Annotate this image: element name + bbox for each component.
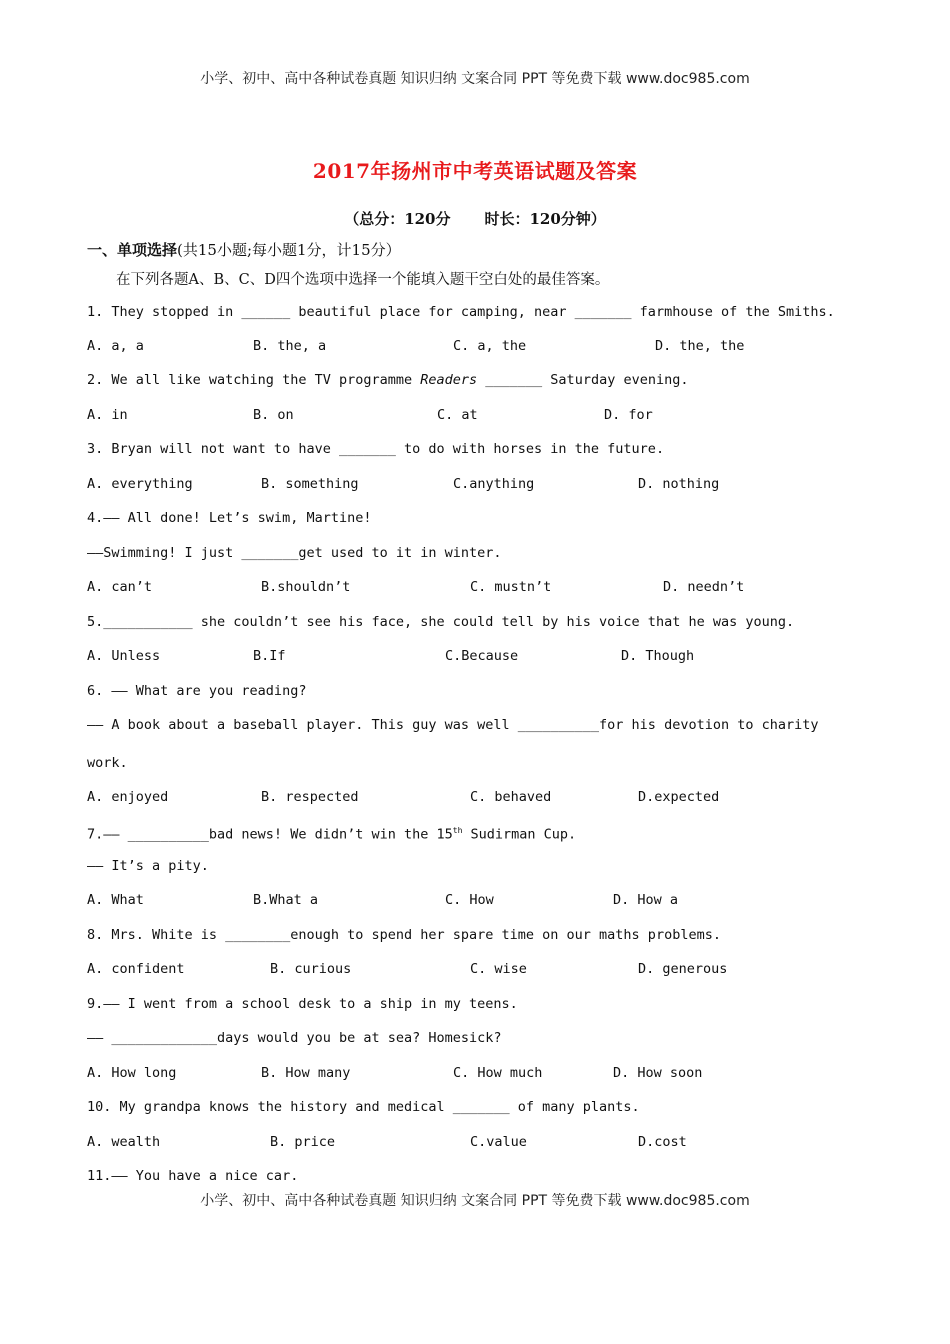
q7-stem-start: 7.—— __________bad news! We didn’t win the 15 [87, 826, 453, 843]
question-3: 3. Bryan will not want to have _______ to do with horses in the future. [87, 441, 665, 457]
question-9-line-2: —— _____________days would you be at sea? Homesick? [87, 1030, 502, 1046]
q10-option-a: A. wealth [87, 1134, 161, 1150]
q3-option-c: C.anything [453, 476, 535, 492]
q5-option-c: C.Because [445, 648, 519, 664]
q9-option-b: B. How many [261, 1065, 351, 1081]
question-6-line-3: work. [87, 755, 128, 771]
q1-option-a: A. a, a [87, 338, 144, 354]
question-7-line-1 [87, 821, 576, 845]
section-note: (共15小题;每小题1分，计15分） [177, 241, 401, 259]
q8-option-c: C. wise [470, 961, 527, 977]
q3-option-b: B. something [261, 476, 359, 492]
q2-option-c: C. at [437, 407, 478, 423]
question-7-line-2: —— It’s a pity. [87, 858, 209, 874]
section-heading [87, 240, 401, 260]
q9-option-a: A. How long [87, 1065, 177, 1081]
q2-option-d: D. for [604, 407, 653, 423]
q8-option-b: B. curious [270, 961, 352, 977]
q10-option-d: D.cost [638, 1134, 687, 1150]
q3-option-d: D. nothing [638, 476, 720, 492]
q7-option-c: C. How [445, 892, 494, 908]
q6-option-a: A. enjoyed [87, 789, 169, 805]
q1-option-c: C. a, the [453, 338, 527, 354]
q2-programme-name: Readers [420, 372, 478, 388]
q7-option-b: B.What a [253, 892, 319, 908]
q7-stem-end: Sudirman Cup. [462, 826, 577, 843]
question-6-line-2: —— A book about a baseball player. This guy was well __________for his devotion to charity [87, 717, 819, 733]
q2-option-b: B. on [253, 407, 294, 423]
question-11-line-1: 11.—— You have a nice car. [87, 1168, 299, 1184]
q9-option-c: C. How much [453, 1065, 543, 1081]
q2-option-a: A. in [87, 407, 128, 423]
question-2 [87, 370, 688, 390]
q4-option-b: B.shouldn’t [261, 579, 351, 595]
q5-option-b: B.If [253, 648, 286, 664]
total-score: （总分：120分 [344, 210, 451, 228]
section-instruction: 在下列各题A、B、C、D四个选项中选择一个能填入题干空白处的最佳答案。 [116, 272, 610, 288]
q8-option-a: A. confident [87, 961, 185, 977]
q7-option-a: A. What [87, 892, 144, 908]
exam-info [0, 208, 950, 229]
q7-option-d: D. How a [613, 892, 679, 908]
question-4-line-1: 4.—— All done! Let’s swim, Martine! [87, 510, 372, 526]
exam-duration: 时长：120分钟） [484, 210, 606, 228]
q1-option-b: B. the, a [253, 338, 327, 354]
header-banner: 小学、初中、高中各种试卷真题 知识归纳 文案合同 PPT 等免费下载 www.doc985.com [200, 71, 750, 87]
q9-option-d: D. How soon [613, 1065, 703, 1081]
q6-option-d: D.expected [638, 789, 720, 805]
q8-option-d: D. generous [638, 961, 728, 977]
q6-option-c: C. behaved [470, 789, 552, 805]
footer-banner: 小学、初中、高中各种试卷真题 知识归纳 文案合同 PPT 等免费下载 www.doc985.com [200, 1193, 750, 1209]
question-10: 10. My grandpa knows the history and medical _______ of many plants. [87, 1099, 640, 1115]
question-6-line-1: 6. —— What are you reading? [87, 683, 307, 699]
q10-option-c: C.value [470, 1134, 527, 1150]
q2-stem-end: _______ Saturday evening. [477, 372, 689, 388]
question-8: 8. Mrs. White is ________enough to spend her spare time on our maths problems. [87, 927, 721, 943]
q5-option-d: D. Though [621, 648, 695, 664]
q1-option-d: D. the, the [655, 338, 745, 354]
question-5: 5.___________ she couldn’t see his face, she could tell by his voice that he was young. [87, 614, 795, 630]
q4-option-d: D. needn’t [663, 579, 745, 595]
q5-option-a: A. Unless [87, 648, 161, 664]
question-1: 1. They stopped in ______ beautiful place for camping, near _______ farmhouse of the Smiths. [87, 304, 835, 320]
q6-option-b: B. respected [261, 789, 359, 805]
q10-option-b: B. price [270, 1134, 336, 1150]
q7-ordinal-suffix: th [452, 826, 463, 835]
question-9-line-1: 9.—— I went from a school desk to a ship in my teens. [87, 996, 518, 1012]
q2-stem-start: 2. We all like watching the TV programme [87, 372, 421, 388]
question-4-line-2: ——Swimming! I just _______get used to it in winter. [87, 545, 502, 561]
page-title: 2017年扬州市中考英语试题及答案 [312, 159, 638, 183]
section-title: 一、单项选择 [87, 241, 178, 259]
q3-option-a: A. everything [87, 476, 193, 492]
q4-option-a: A. can’t [87, 579, 153, 595]
q4-option-c: C. mustn’t [470, 579, 552, 595]
